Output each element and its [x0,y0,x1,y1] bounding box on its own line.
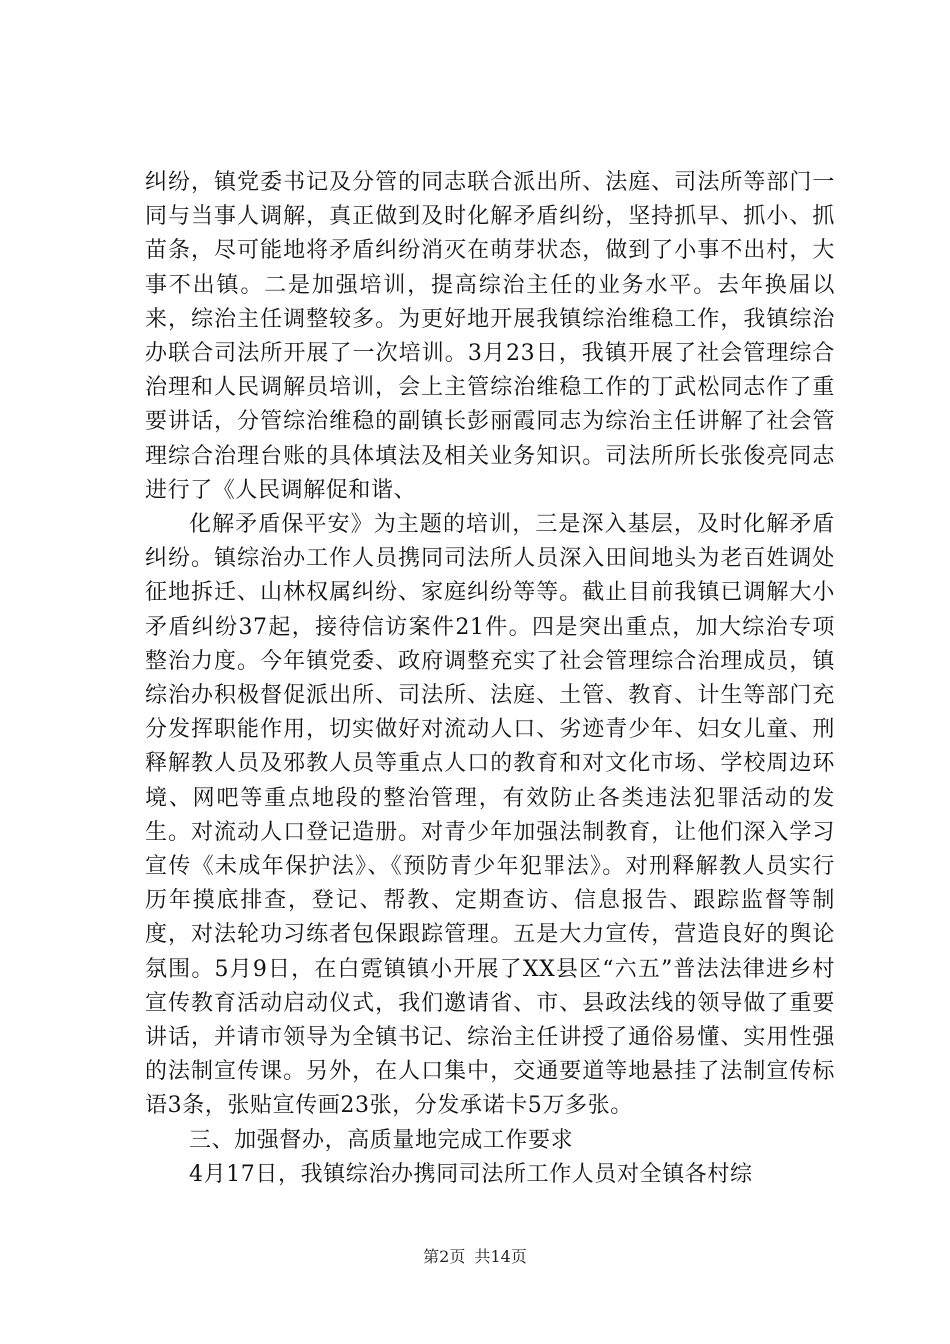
paragraph-2: 化解矛盾保平安》为主题的培训，三是深入基层，及时化解矛盾纠纷。镇综治办工作人员携同司法所人员深入田间地头为老百姓调处征地拆迁、山林权属纠纷、家庭纠纷等等。截止目前我镇已调解大小矛盾纠纷37起，接待信访案件21件。四是突出重点，加大综治专项整治力度。今年镇党委、政府调整充实了社会管理综合治理成员，镇综治办积极督促派出所、司法所、法庭、土管、教育、计生等部门充分发挥职能作用，切实做好对流动人口、劣迹青少年、妇女儿童、刑释解教人员及邪教人员等重点人口的教育和对文化市场、学校周边环境、网吧等重点地段的整治管理，有效防止各类违法犯罪活动的发生。对流动人口登记造册。对青少年加强法制教育，让他们深入学习宣传《未成年保护法》、《预防青少年犯罪法》。对刑释解教人员实行历年摸底排查，登记、帮教、定期查访、信息报告、跟踪监督等制度，对法轮功习练者包保跟踪管理。五是大力宣传，营造良好的舆论氛围。5月9日，在白霓镇镇小开展了XX县区“六五”普法法律进乡村宣传教育活动启动仪式，我们邀请省、市、县政法线的领导做了重要讲话，并请市领导为全镇书记、综治主任讲授了通俗易懂、实用性强的法制宣传课。另外，在人口集中，交通要道等地悬挂了法制宣传标语3条，张贴宣传画23张，分发承诺卡5万多张。 [145,512,835,1119]
page-footer [0,1244,950,1267]
document-body [145,166,835,1192]
page-total: 共14页 [474,1247,527,1266]
paragraph-3: 4月17日，我镇综治办携同司法所工作人员对全镇各村综 [189,1161,753,1187]
paragraph-1: 纠纷，镇党委书记及分管的同志联合派出所、法庭、司法所等部门一同与当事人调解，真正做到及时化解矛盾纠纷，坚持抓早、抓小、抓苗条，尽可能地将矛盾纠纷消灭在萌芽状态，做到了小事不出村，大事不出镇。二是加强培训，提高综治主任的业务水平。去年换届以来，综治主任调整较多。为更好地开展我镇综治维稳工作，我镇综治办联合司法所开展了一次培训。3月23日，我镇开展了社会管理综合治理和人民调解员培训，会上主管综治维稳工作的丁武松同志作了重要讲话，分管综治维稳的副镇长彭丽霞同志为综治主任讲解了社会管理综合治理台账的具体填法及相关业务知识。司法所所长张俊亮同志进行了《人民调解促和谐、 [145,170,835,503]
page-number: 第2页 [423,1247,466,1266]
section-heading: 三、加强督办，高质量地完成工作要求 [189,1127,574,1153]
